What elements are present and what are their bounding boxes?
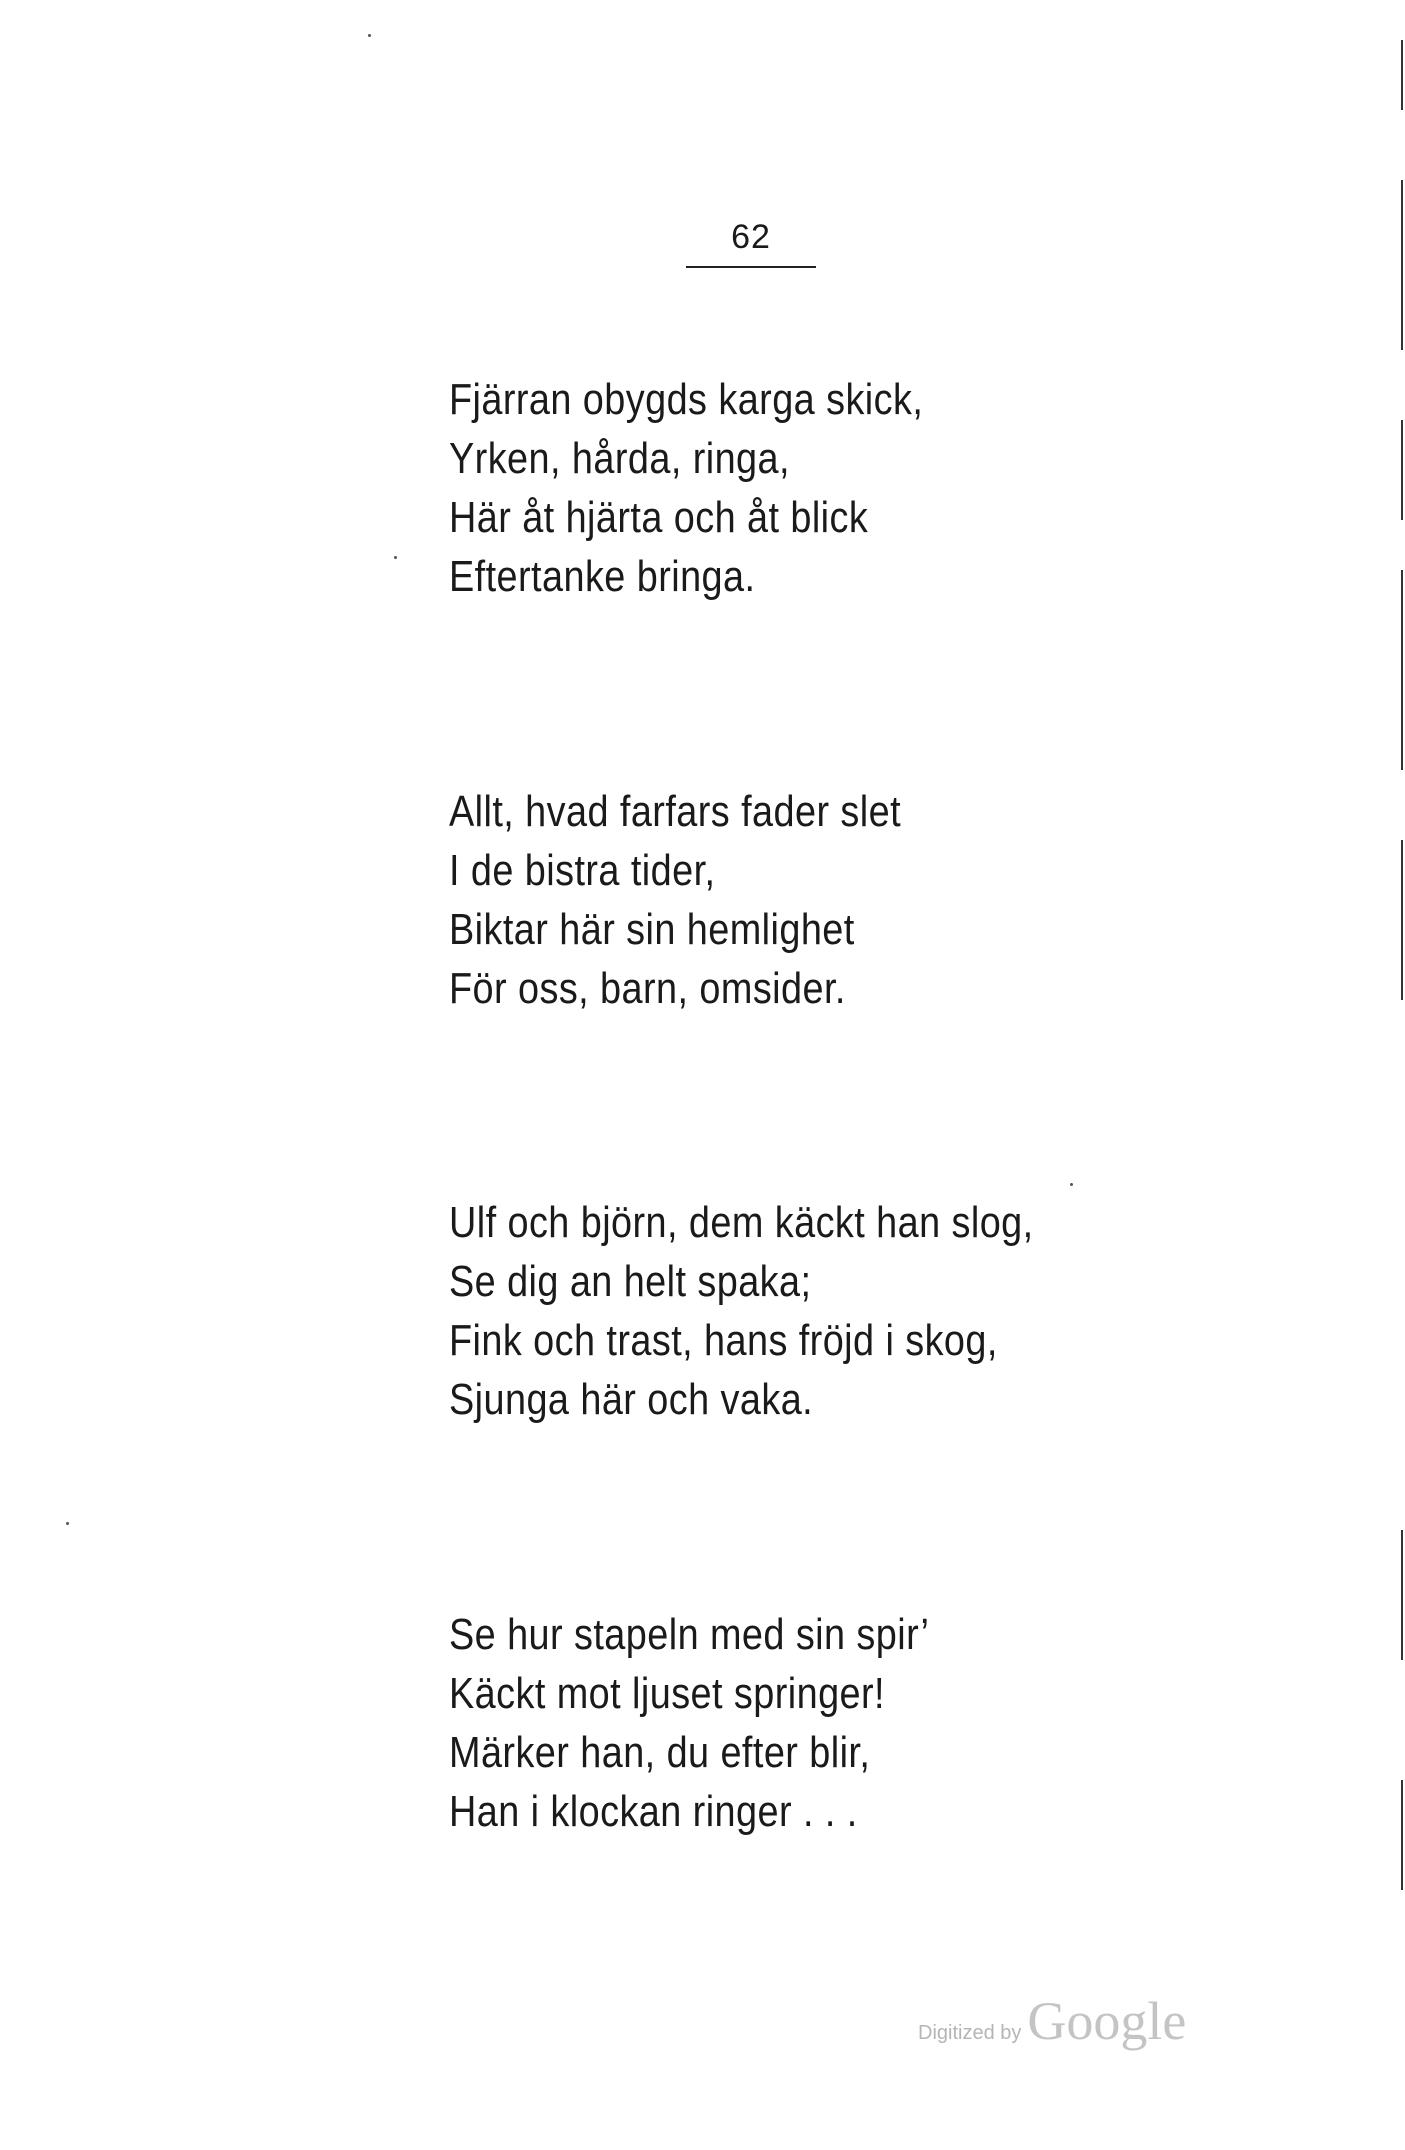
scan-edge-mark [1401,1530,1403,1660]
scan-edge-mark [1401,40,1403,110]
stanza-4 [449,1605,1209,1841]
verse-line: Biktar här sin hemlighet [449,905,855,954]
scan-speck [1070,1183,1073,1186]
verse-line: Han i klockan ringer . . . [449,1787,858,1836]
stanza-1 [449,370,1209,606]
verse-line: Eftertanke bringa. [449,552,756,601]
verse-line: Yrken, hårda, ringa, [449,434,790,483]
page-number: 62 [731,218,771,256]
verse-line: Märker han, du efter blir, [449,1728,871,1777]
verse-line: Se hur stapeln med sin spir’ [449,1610,930,1659]
scan-edge-mark [1401,1780,1403,1890]
stanza-2 [449,782,1209,1018]
stanza-3 [449,1193,1209,1429]
scan-edge-mark [1401,420,1403,520]
scan-speck [394,556,397,559]
watermark-prefix: Digitized by [918,2022,1022,2044]
digitized-watermark [918,1990,1186,2052]
verse-line: Se dig an helt spaka; [449,1257,812,1306]
verse-line: Allt, hvad farfars fader slet [449,787,902,836]
verse-line: I de bistra tider, [449,846,716,895]
scan-speck [66,1522,69,1525]
verse-line: Här åt hjärta och åt blick [449,493,869,542]
page-number-rule [686,266,816,268]
verse-line: Fjärran obygds karga skick, [449,375,924,424]
google-logo: Google [1027,1991,1187,2051]
scan-edge-mark [1401,180,1403,350]
verse-line: Fink och trast, hans fröjd i skog, [449,1316,998,1365]
verse-line: Ulf och björn, dem käckt han slog, [449,1198,1034,1247]
verse-line: För oss, barn, omsider. [449,964,846,1013]
verse-line: Sjunga här och vaka. [449,1375,814,1424]
scan-edge-mark [1401,570,1403,770]
verse-line: Käckt mot ljuset springer! [449,1669,885,1718]
scan-speck [368,34,371,37]
scan-edge-mark [1401,840,1403,1000]
